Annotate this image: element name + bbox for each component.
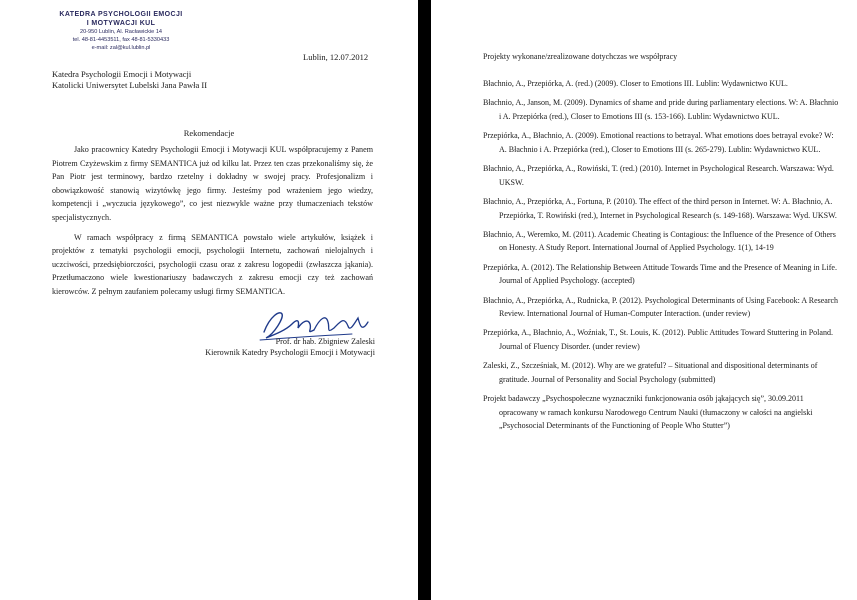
recipient-address [52, 69, 207, 91]
address-line-2: Katolicki Uniwersytet Lubelski Jana Pawła II [52, 80, 208, 90]
stamp-line-4: tel. 48-81-4453511, fax 48-81-5330433 [72, 37, 170, 43]
page-divider [418, 0, 431, 600]
stamp-line-2: I MOTYWACJI KUL [86, 20, 156, 27]
reference-item: Przepiórka, A. (2012). The Relationship Between Attitude Towards Time and the Presence of Meaning in Life. Journal of Applied Psychology. (accepted) [483, 262, 837, 286]
letter-body [52, 143, 373, 299]
reference-item: Błachnio, A., Weremko, M. (2011). Academic Cheating is Contagious: the Influence of the Presence of Others on Honesty. A Study Report. International Journal of Applied Psychology. 1(1), 14-19 [483, 229, 836, 253]
stamp-line-3: 20-950 Lublin, Al. Racławickie 14 [79, 29, 163, 35]
reference-item: Błachnio, A., Przepiórka, A., Rowiński, T. (red.) (2010). Internet in Psychological Research. Warszawa: Wyd. UKSW. [483, 164, 834, 187]
references-heading: Projekty wykonane/zrealizowane dotychczas we współpracy [483, 52, 678, 61]
reference-item: Projekt badawczy „Psychospołeczne wyznaczniki funkcjonowania osób jąkających się”, 30.09.2011 opracowany w ramach konkursu Narodowego Centrum Nauki (tłumaczony w całości na angielski „Psychosocial Determinants of the Functioning of People Who Stutter”) [483, 394, 813, 431]
address-line-1: Katedra Psychologii Emocji i Motywacji [52, 69, 192, 79]
letter-title: Rekomendacje [183, 128, 235, 138]
reference-item: Zaleski, Z., Szcześniak, M. (2012). Why are we grateful? – Situational and dispositional determinants of gratitude. Journal of Personality and Social Psychology (submitted) [483, 361, 818, 384]
letter-paragraph-2: W ramach współpracy z firmą SEMANTICA powstało wiele artykułów, książek i projektów z tematyki psychologii emocji, psychologii Internetu, zachowań nielojalnych i uczciwości, przedsiębiorczości, psychologii czasu oraz z zakresu logopedii (zwłaszcza jąkania). Przetłumaczono wiele kwestionariuszy badawczych z zakresu emocji czy też zachowań kierowców. Z pełnym zaufaniem polecamy usługi firmy SEMANTICA. [52, 232, 373, 296]
reference-item: Błachnio, A., Przepiórka, A., Rudnicka, P. (2012). Psychological Determinants of Using Facebook: A Research Review. International Journal of Human-Computer Interaction. (under review) [483, 295, 839, 319]
letter-paragraph-1: Jako pracownicy Katedry Psychologii Emocji i Motywacji KUL współpracujemy z Panem Piotrem Czyżewskim z firmy SEMANTICA już od kilku lat. Przez ten czas przekonaliśmy się, że Pan Piotr jest terminowy, bardzo rzetelny i dokładny w swojej pracy. Profesjonalizm i obowiązkowość stanowią wizytówkę jego firmy. Jesteśmy pod wrażeniem jego wiedzy, kompetencji i „wyczucia językowego”, co jest niezwykle ważne przy tłumaczeniach tekstów specjalistycznych. [52, 145, 373, 222]
department-stamp [46, 10, 196, 52]
reference-item: Błachnio, A., Janson, M. (2009). Dynamics of shame and pride during parliamentary elections. W: A. Błachnio i A. Przepiórka (red.), Closer to Emotions III (s. 153-166). Lublin: Wydawnictwo KUL. [483, 98, 839, 121]
signer-block [189, 336, 375, 358]
reference-item: Błachnio, A., Przepiórka, A. (red.) (2009). Closer to Emotions III. Lublin: Wydawnictwo KUL. [483, 79, 788, 88]
recommendation-letter-page [0, 0, 418, 600]
letter-date: Lublin, 12.07.2012 [303, 52, 369, 62]
stamp-line-5: e-mail: zal@kul.lublin.pl [91, 45, 151, 51]
reference-item: Przepiórka, A., Błachnio, A. (2009). Emotional reactions to betrayal. What emotions does betrayal evoke? W: A. Błachnio i A. Przepiórka (red.), Closer to Emotions III (s. 265-279). Lublin: Wydawnictwo KUL. [483, 131, 834, 154]
signer-role: Kierownik Katedry Psychologii Emocji i Motywacji [205, 348, 375, 357]
stamp-line-1: KATEDRA PSYCHOLOGII EMOCJI [59, 11, 183, 18]
references-page [431, 0, 857, 600]
reference-item: Błachnio, A., Przepiórka, A., Fortuna, P. (2010). The effect of the third person in Internet. W: A. Błachnio, A. Przepiórka, T. Rowiński (red.), Internet in Psychological Research (s. 149-168). Warszawa: Wyd. UKSW. [483, 196, 837, 220]
reference-item: Przepiórka, A., Błachnio, A., Woźniak, T., St. Louis, K. (2012). Public Attitudes Toward Stuttering in Poland. Journal of Fluency Disorder. (under review) [483, 328, 833, 351]
signer-name: Prof. dr hab. Zbigniew Zaleski [275, 337, 375, 346]
references-list [483, 77, 839, 439]
